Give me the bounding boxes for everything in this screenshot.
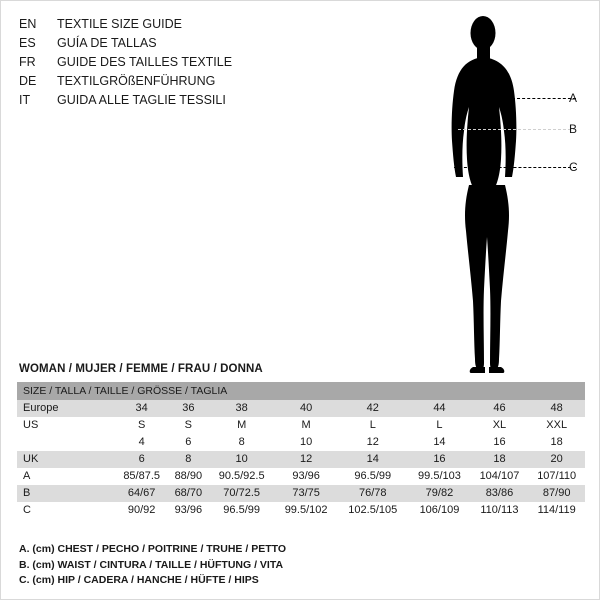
table-cell: 14: [408, 434, 470, 451]
table-cell: 46: [471, 400, 529, 417]
language-title: TEXTILGRÖßENFÜHRUNG: [57, 74, 216, 88]
table-cell: 83/86: [471, 485, 529, 502]
language-code: DE: [19, 74, 37, 88]
row-label: A: [17, 468, 115, 485]
measure-line-b: [458, 129, 576, 130]
table-row: [17, 468, 585, 485]
table-cell: M: [275, 417, 337, 434]
table-cell: L: [337, 417, 408, 434]
table-cell: 10: [275, 434, 337, 451]
footnote-c: C. (cm) HIP / CADERA / HANCHE / HÜFTE / HIPS: [19, 574, 259, 586]
table-cell: 8: [168, 451, 208, 468]
measure-label-b: B: [569, 122, 578, 136]
table-cell: 76/78: [337, 485, 408, 502]
language-code: IT: [19, 93, 31, 107]
table-cell: 12: [337, 434, 408, 451]
table-row: [17, 434, 585, 451]
table-cell: 16: [408, 451, 470, 468]
language-title: TEXTILE SIZE GUIDE: [57, 17, 183, 31]
table-cell: 10: [208, 451, 275, 468]
table-row: [17, 400, 585, 417]
table-band-label: SIZE / TALLA / TAILLE / GRÖSSE / TAGLIA: [17, 382, 585, 400]
table-cell: 42: [337, 400, 408, 417]
table-cell: 96.5/99: [337, 468, 408, 485]
table-row: [17, 485, 585, 502]
woman-silhouette-icon: [421, 9, 591, 379]
table-cell: 88/90: [168, 468, 208, 485]
table-cell: XXL: [528, 417, 585, 434]
table-cell: 12: [275, 451, 337, 468]
table-cell: 85/87.5: [115, 468, 168, 485]
footnotes-block: [19, 542, 579, 589]
table-cell: 79/82: [408, 485, 470, 502]
table-row: [17, 417, 585, 434]
table-cell: 6: [168, 434, 208, 451]
language-title: GUIDA ALLE TAGLIE TESSILI: [57, 93, 226, 107]
table-cell: XL: [471, 417, 529, 434]
language-row: [19, 72, 349, 91]
table-row: [17, 451, 585, 468]
measure-label-a: A: [569, 91, 578, 105]
language-row: [19, 53, 349, 72]
table-cell: 99.5/102: [275, 502, 337, 519]
language-code: FR: [19, 55, 36, 69]
measure-label-c: C: [569, 160, 578, 174]
language-title: GUÍA DE TALLAS: [57, 36, 157, 50]
table-cell: 93/96: [275, 468, 337, 485]
figure-area: [421, 9, 591, 379]
language-title: GUIDE DES TAILLES TEXTILE: [57, 55, 233, 69]
table-cell: 6: [115, 451, 168, 468]
table-cell: 114/119: [528, 502, 585, 519]
table-cell: 68/70: [168, 485, 208, 502]
language-row: [19, 91, 349, 110]
measure-line-c: [454, 167, 576, 168]
table-cell: 4: [115, 434, 168, 451]
table-cell: 40: [275, 400, 337, 417]
table-cell: 107/110: [528, 468, 585, 485]
table-cell: 93/96: [168, 502, 208, 519]
table-cell: 104/107: [471, 468, 529, 485]
table-band-row: [17, 382, 585, 400]
language-row: [19, 15, 349, 34]
language-code: EN: [19, 17, 37, 31]
footnote-b: B. (cm) WAIST / CINTURA / TAILLE / HÜFTUNG / VITA: [19, 558, 284, 571]
table-cell: 99.5/103: [408, 468, 470, 485]
table-cell: 8: [208, 434, 275, 451]
table-cell: 44: [408, 400, 470, 417]
row-label: [17, 434, 115, 451]
table-cell: 34: [115, 400, 168, 417]
row-label: UK: [17, 451, 115, 468]
table-cell: 36: [168, 400, 208, 417]
language-header-block: [19, 15, 349, 110]
row-label: B: [17, 485, 115, 502]
table-cell: 18: [471, 451, 529, 468]
table-cell: S: [168, 417, 208, 434]
table-cell: 70/72.5: [208, 485, 275, 502]
table-row: [17, 502, 585, 519]
table-cell: 96.5/99: [208, 502, 275, 519]
footnote-a: A. (cm) CHEST / PECHO / POITRINE / TRUHE / PETTO: [19, 543, 287, 555]
language-row: [19, 34, 349, 53]
table-cell: 20: [528, 451, 585, 468]
table-cell: 48: [528, 400, 585, 417]
measure-line-a: [456, 98, 576, 99]
table-caption: WOMAN / MUJER / FEMME / FRAU / DONNA: [19, 363, 263, 375]
table-cell: 73/75: [275, 485, 337, 502]
table-cell: 16: [471, 434, 529, 451]
table-cell: 14: [337, 451, 408, 468]
row-label: C: [17, 502, 115, 519]
language-code: ES: [19, 36, 36, 50]
table-cell: 38: [208, 400, 275, 417]
table-cell: 64/67: [115, 485, 168, 502]
size-table: [17, 382, 585, 519]
table-cell: 90.5/92.5: [208, 468, 275, 485]
table-cell: 102.5/105: [337, 502, 408, 519]
row-label: US: [17, 417, 115, 434]
table-cell: S: [115, 417, 168, 434]
table-cell: 110/113: [471, 502, 529, 519]
table-cell: 18: [528, 434, 585, 451]
table-cell: M: [208, 417, 275, 434]
table-cell: L: [408, 417, 470, 434]
table-cell: 106/109: [408, 502, 470, 519]
table-cell: 87/90: [528, 485, 585, 502]
row-label: Europe: [17, 400, 115, 417]
table-cell: 90/92: [115, 502, 168, 519]
